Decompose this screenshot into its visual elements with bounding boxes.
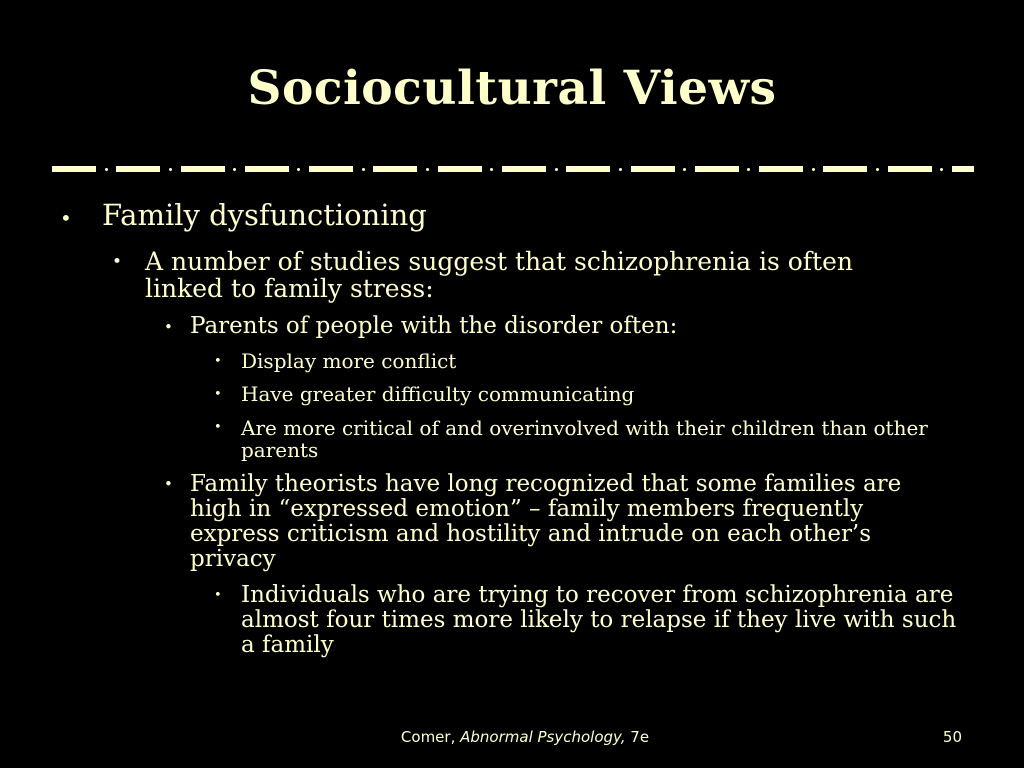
footer-book-title: Abnormal Psychology, — [460, 728, 626, 746]
bullet-glyph: • — [214, 387, 222, 402]
slide-title: Sociocultural Views — [247, 61, 777, 116]
bullet-text: Are more critical of and overinvolved with their children than other parents — [241, 416, 928, 462]
bullet-item-level1 — [60, 198, 960, 232]
bullet-item-level4 — [214, 351, 954, 371]
bullet-glyph: • — [214, 420, 222, 435]
footer-edition: 7e — [625, 728, 650, 746]
bullet-text: Family dysfunctioning — [102, 198, 427, 232]
bullet-text: Have greater difficulty communicating — [241, 382, 635, 406]
bullet-glyph: • — [164, 318, 173, 336]
bullet-text: A number of studies suggest that schizophrenia is often linked to family stress: — [145, 247, 853, 303]
bullet-glyph: • — [214, 354, 222, 369]
bullet-text: Family theorists have long recognized that some families are high in “expressed emotion” – family members frequently express criticism and hostility and intrude on each other’s privacy — [190, 471, 902, 572]
bullet-text: Parents of people with the disorder often: — [190, 313, 678, 339]
bullet-glyph: • — [214, 588, 222, 603]
bullet-glyph: • — [112, 252, 123, 272]
bullet-item-level4 — [214, 583, 964, 658]
bullet-text: Individuals who are trying to recover from schizophrenia are almost four times more likely to relapse if they live with such a family — [241, 582, 957, 658]
bullet-item-level4 — [214, 384, 954, 404]
bullet-item-level3 — [164, 315, 954, 338]
bullet-item-level3 — [164, 472, 964, 572]
footer-author: Comer, — [400, 728, 461, 746]
bullet-glyph: • — [60, 206, 72, 230]
bullet-text: Display more conflict — [241, 349, 457, 373]
bullet-item-level2 — [112, 248, 932, 302]
bullet-item-level4 — [214, 417, 954, 461]
bullet-glyph: • — [164, 475, 173, 493]
footer-citation — [0, 728, 1024, 746]
page-number: 50 — [942, 728, 962, 746]
